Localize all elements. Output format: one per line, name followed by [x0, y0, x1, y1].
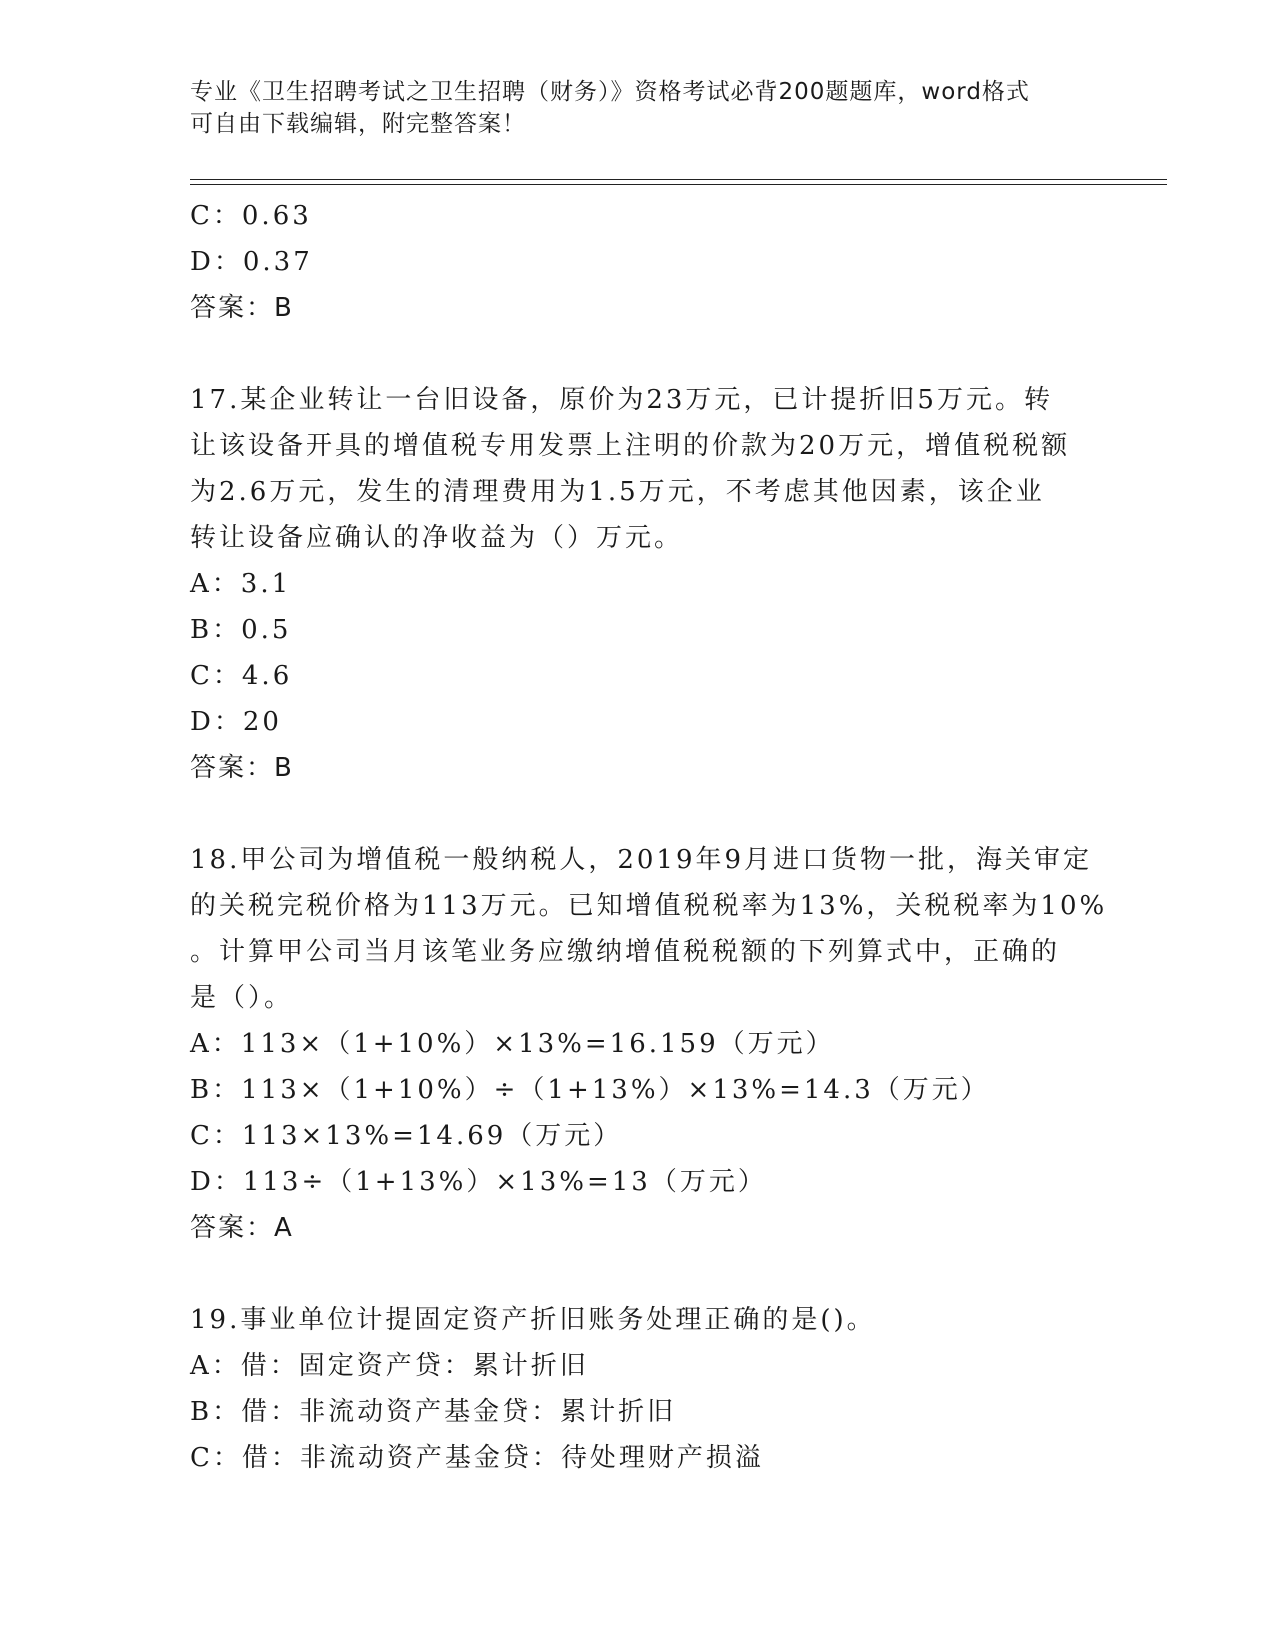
- header-line-2: 可自由下载编辑，附完整答案！: [190, 111, 526, 137]
- q18-option-b: B：113×（1+10%）÷（1+13%）×13%=14.3（万元）: [190, 1075, 990, 1105]
- document-header: [190, 76, 1090, 140]
- spacer: [190, 1251, 1090, 1297]
- q17-stem-line-2: 让该设备开具的增值税专用发票上注明的价款为20万元，增值税税额: [190, 431, 1071, 461]
- q19-option-c: C：借：非流动资产基金贷：待处理财产损溢: [190, 1443, 764, 1473]
- q18-stem-line-1: 18.甲公司为增值税一般纳税人，2019年9月进口货物一批，海关审定: [190, 845, 1093, 875]
- q17-option-c: C：4.6: [190, 661, 293, 691]
- q19-stem-line-1: 19.事业单位计提固定资产折旧账务处理正确的是()。: [190, 1305, 876, 1335]
- q18-answer: 答案：A: [190, 1213, 294, 1243]
- q18-option-d: D：113÷（1+13%）×13%=13（万元）: [190, 1167, 767, 1197]
- q18-stem-line-4: 是（）。: [190, 983, 294, 1013]
- q17-stem-line-4: 转让设备应确认的净收益为（）万元。: [190, 523, 684, 553]
- q17-answer: 答案：B: [190, 753, 294, 783]
- q18-option-c: C：113×13%=14.69（万元）: [190, 1121, 623, 1151]
- header-divider-bottom: [190, 184, 1167, 185]
- header-divider-top: [190, 179, 1167, 180]
- spacer: [190, 331, 1090, 377]
- question-16-tail: [190, 193, 1090, 331]
- question-17: [190, 377, 1090, 791]
- question-list: [190, 193, 1108, 1481]
- q19-option-a: A：借：固定资产贷：累计折旧: [190, 1351, 589, 1381]
- q17-option-b: B：0.5: [190, 615, 292, 645]
- q16-option-c: C：0.63: [190, 201, 312, 231]
- q17-option-d: D：20: [190, 707, 282, 737]
- spacer: [190, 791, 1090, 837]
- q18-stem-line-3: 。计算甲公司当月该笔业务应缴纳增值税税额的下列算式中，正确的: [190, 937, 1061, 967]
- question-18: [190, 837, 1108, 1251]
- q17-stem-line-1: 17.某企业转让一台旧设备，原价为23万元，已计提折旧5万元。转: [190, 385, 1053, 415]
- header-line-1: 专业《卫生招聘考试之卫生招聘（财务）》资格考试必背200题题库，word格式: [190, 79, 1030, 105]
- q19-option-b: B：借：非流动资产基金贷：累计折旧: [190, 1397, 677, 1427]
- q16-answer: 答案：B: [190, 293, 294, 323]
- q16-option-d: D：0.37: [190, 247, 313, 277]
- q18-stem-line-2: 的关税完税价格为113万元。已知增值税税率为13%，关税税率为10%: [190, 891, 1108, 921]
- question-19: [190, 1297, 1090, 1481]
- q17-option-a: A：3.1: [190, 569, 292, 599]
- q17-stem-line-3: 为2.6万元，发生的清理费用为1.5万元，不考虑其他因素，该企业: [190, 477, 1045, 507]
- q18-option-a: A：113×（1+10%）×13%=16.159（万元）: [190, 1029, 835, 1059]
